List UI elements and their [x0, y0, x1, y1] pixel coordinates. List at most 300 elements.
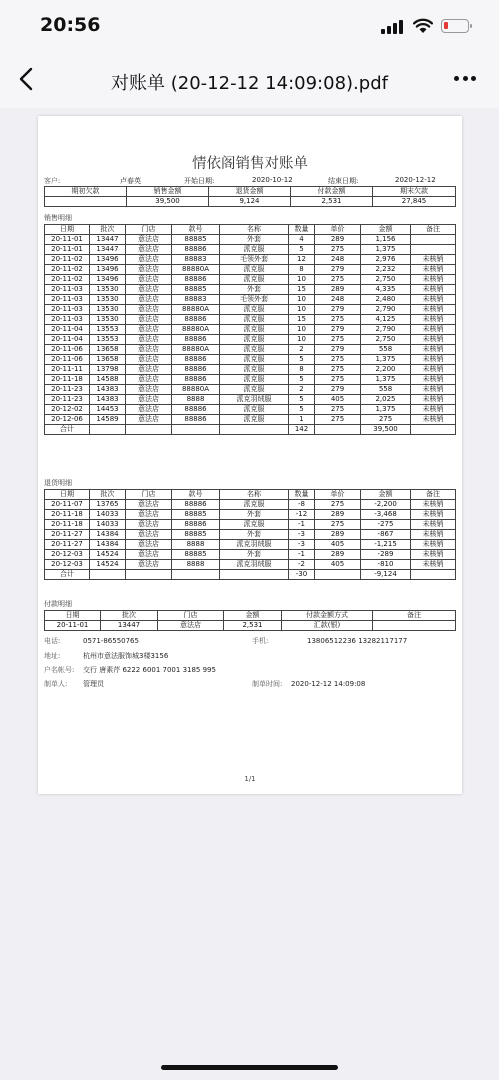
table-cell: -3: [289, 530, 315, 540]
table-cell: 1,156: [361, 235, 411, 245]
account-line: [44, 665, 216, 675]
table-cell: [315, 425, 361, 435]
table-cell: 未核销: [411, 375, 456, 385]
table-cell: 派克服: [220, 500, 289, 510]
table-cell: 意法店: [126, 395, 172, 405]
table-cell: 8888: [172, 560, 220, 570]
table-cell: 13658: [90, 345, 126, 355]
column-header: 名称: [220, 490, 289, 500]
table-cell: 13447: [90, 235, 126, 245]
sales-table: [44, 224, 456, 435]
table-cell: 88886: [172, 245, 220, 255]
table-cell: 未核销: [411, 395, 456, 405]
customer-label: 客户:: [44, 177, 61, 185]
table-cell: 13530: [90, 305, 126, 315]
table-cell: [315, 570, 361, 580]
table-cell: 275: [315, 315, 361, 325]
table-cell: 88886: [172, 375, 220, 385]
column-header: 批次: [90, 490, 126, 500]
table-cell: 20-11-04: [45, 335, 90, 345]
table-cell: 20-12-06: [45, 415, 90, 425]
table-cell: 20-11-01: [45, 621, 101, 631]
table-cell: 13530: [90, 285, 126, 295]
summary-header-row: [45, 187, 456, 197]
column-header: 款号: [172, 490, 220, 500]
table-cell: -12: [289, 510, 315, 520]
table-cell: 未核销: [411, 305, 456, 315]
table-cell: 20-11-02: [45, 255, 90, 265]
table-cell: 13496: [90, 275, 126, 285]
table-cell: 279: [315, 345, 361, 355]
customer-value: 卢春英: [120, 177, 141, 185]
table-cell: 14383: [90, 395, 126, 405]
table-cell: 279: [315, 385, 361, 395]
table-cell: 88886: [172, 365, 220, 375]
column-header: 备注: [411, 225, 456, 235]
returns-section-label: 退货明细: [44, 479, 72, 487]
table-cell: -3,468: [361, 510, 411, 520]
table-cell: 派克服: [220, 365, 289, 375]
table-cell: 289: [315, 285, 361, 295]
nav-title: 对账单 (20-12-12 14:09:08).pdf: [111, 73, 388, 94]
column-header: 日期: [45, 225, 90, 235]
table-cell: 88886: [172, 315, 220, 325]
table-cell: 20-11-03: [45, 285, 90, 295]
table-cell: 20-12-03: [45, 560, 90, 570]
total-label: 合计: [45, 570, 90, 580]
table-cell: 未核销: [411, 365, 456, 375]
maker-value: 管理员: [83, 680, 104, 688]
table-cell: 20-11-23: [45, 395, 90, 405]
table-cell: 20-12-02: [45, 405, 90, 415]
table-cell: 20-11-06: [45, 345, 90, 355]
table-cell: 13798: [90, 365, 126, 375]
table-row: [45, 345, 456, 355]
table-cell: 未核销: [411, 520, 456, 530]
table-cell: 5: [289, 355, 315, 365]
table-cell: 20-11-18: [45, 510, 90, 520]
total-amount: 39,500: [361, 425, 411, 435]
status-bar: [0, 0, 499, 52]
table-cell: 2,790: [361, 305, 411, 315]
table-cell: 未核销: [411, 530, 456, 540]
table-cell: 88885: [172, 550, 220, 560]
table-cell: 2,750: [361, 275, 411, 285]
nav-bar: [0, 52, 499, 108]
table-cell: [220, 570, 289, 580]
table-cell: 意法店: [126, 295, 172, 305]
table-cell: 派克羽绒服: [220, 395, 289, 405]
start-date-label: 开始日期:: [184, 177, 215, 185]
column-header: 数量: [289, 225, 315, 235]
table-cell: 汇款(银): [282, 621, 373, 631]
account-value: 交行 唐素芹 6222 6001 7001 3185 995: [83, 666, 216, 674]
table-cell: 13496: [90, 255, 126, 265]
table-cell: 未核销: [411, 385, 456, 395]
table-cell: 外套: [220, 550, 289, 560]
column-header: 门店: [126, 225, 172, 235]
table-cell: 未核销: [411, 285, 456, 295]
back-icon[interactable]: [16, 65, 38, 93]
table-row: [45, 510, 456, 520]
table-cell: 20-11-01: [45, 235, 90, 245]
table-cell: 20-11-07: [45, 500, 90, 510]
table-cell: 20-11-03: [45, 305, 90, 315]
table-cell: -1,215: [361, 540, 411, 550]
table-cell: 14589: [90, 415, 126, 425]
end-date-label: 结束日期:: [328, 177, 359, 185]
table-cell: [220, 425, 289, 435]
mobile-line: [252, 636, 407, 646]
table-cell: 外套: [220, 285, 289, 295]
table-cell: 意法店: [126, 345, 172, 355]
table-cell: 外套: [220, 510, 289, 520]
table-row: [45, 520, 456, 530]
table-cell: 派克服: [220, 275, 289, 285]
summary-value-cell: 9,124: [209, 197, 291, 207]
table-cell: [411, 570, 456, 580]
table-cell: 毛领外套: [220, 295, 289, 305]
table-cell: 14524: [90, 560, 126, 570]
table-cell: 意法店: [126, 385, 172, 395]
table-row: [45, 500, 456, 510]
table-cell: 1,375: [361, 405, 411, 415]
table-cell: 13765: [90, 500, 126, 510]
table-cell: 13553: [90, 325, 126, 335]
table-cell: 意法店: [126, 550, 172, 560]
table-row: [45, 560, 456, 570]
table-cell: -1: [289, 520, 315, 530]
table-cell: 意法店: [126, 285, 172, 295]
table-cell: 意法店: [126, 245, 172, 255]
table-cell: 289: [315, 530, 361, 540]
column-header: 金额: [361, 490, 411, 500]
table-cell: 4,335: [361, 285, 411, 295]
table-cell: 88880A: [172, 305, 220, 315]
table-cell: 10: [289, 335, 315, 345]
table-cell: 275: [315, 275, 361, 285]
table-cell: [172, 425, 220, 435]
created-time-value: 2020-12-12 14:09:08: [291, 680, 366, 688]
maker-label: 制单人:: [44, 680, 68, 688]
table-cell: 意法店: [126, 375, 172, 385]
sales-section-label: 销售明细: [44, 214, 72, 222]
table-cell: 88886: [172, 500, 220, 510]
phone-value: 0571-86550765: [83, 637, 139, 645]
table-row: [45, 415, 456, 425]
table-cell: 13530: [90, 295, 126, 305]
battery-icon: [441, 19, 469, 33]
table-cell: 279: [315, 265, 361, 275]
summary-header-cell: 付款金额: [291, 187, 373, 197]
table-cell: 88880A: [172, 265, 220, 275]
table-cell: 248: [315, 295, 361, 305]
phone-line: [44, 636, 139, 646]
cellular-signal-icon: [381, 20, 403, 34]
table-cell: 14524: [90, 550, 126, 560]
address-value: 杭州市意法服饰城3楼3156: [83, 652, 169, 660]
table-cell: 15: [289, 315, 315, 325]
table-cell: 13553: [90, 335, 126, 345]
table-cell: -2: [289, 560, 315, 570]
table-cell: 1: [289, 415, 315, 425]
table-cell: 10: [289, 295, 315, 305]
table-cell: 8888: [172, 540, 220, 550]
total-row: [45, 425, 456, 435]
table-cell: 2: [289, 385, 315, 395]
table-row: [45, 335, 456, 345]
column-header: 金额: [224, 611, 282, 621]
table-row: [45, 621, 456, 631]
table-cell: 14384: [90, 540, 126, 550]
table-cell: -8: [289, 500, 315, 510]
table-cell: 88880A: [172, 345, 220, 355]
table-cell: 派克服: [220, 375, 289, 385]
table-cell: 2,200: [361, 365, 411, 375]
table-row: [45, 530, 456, 540]
column-header: 日期: [45, 611, 101, 621]
table-cell: 88883: [172, 295, 220, 305]
table-cell: 20-11-23: [45, 385, 90, 395]
header-row: [45, 225, 456, 235]
table-cell: 意法店: [126, 235, 172, 245]
table-cell: 13530: [90, 315, 126, 325]
table-cell: 13496: [90, 265, 126, 275]
customer-field: [44, 176, 60, 186]
table-cell: 未核销: [411, 315, 456, 325]
table-cell: 88885: [172, 285, 220, 295]
column-header: 批次: [101, 611, 158, 621]
summary-header-cell: 期初欠款: [45, 187, 127, 197]
table-cell: 275: [315, 335, 361, 345]
table-cell: 13447: [101, 621, 158, 631]
column-header: 单价: [315, 225, 361, 235]
table-cell: 未核销: [411, 295, 456, 305]
table-cell: 8: [289, 365, 315, 375]
table-cell: 毛领外套: [220, 255, 289, 265]
table-cell: 14453: [90, 405, 126, 415]
table-cell: [126, 425, 172, 435]
table-cell: 派克服: [220, 315, 289, 325]
table-cell: 意法店: [126, 510, 172, 520]
table-cell: -289: [361, 550, 411, 560]
table-row: [45, 255, 456, 265]
column-header: 批次: [90, 225, 126, 235]
table-cell: 派克羽绒服: [220, 540, 289, 550]
summary-value-cell: 2,531: [291, 197, 373, 207]
total-label: 合计: [45, 425, 90, 435]
table-cell: 意法店: [126, 335, 172, 345]
phone-label: 电话:: [44, 637, 61, 645]
table-cell: 8: [289, 265, 315, 275]
table-cell: 意法店: [126, 325, 172, 335]
payments-section-label: 付款明细: [44, 600, 72, 608]
table-cell: 20-11-02: [45, 265, 90, 275]
table-cell: -810: [361, 560, 411, 570]
table-cell: 405: [315, 395, 361, 405]
start-date-value: 2020-10-12: [252, 176, 293, 184]
table-cell: 20-11-11: [45, 365, 90, 375]
table-cell: 279: [315, 305, 361, 315]
table-cell: 未核销: [411, 550, 456, 560]
page-number: 1/1: [244, 775, 256, 783]
table-cell: 5: [289, 405, 315, 415]
table-cell: 意法店: [126, 365, 172, 375]
more-options-icon[interactable]: [454, 76, 476, 82]
column-header: 付款金额方式: [282, 611, 373, 621]
table-cell: 275: [315, 520, 361, 530]
table-cell: 未核销: [411, 355, 456, 365]
table-cell: 88886: [172, 415, 220, 425]
returns-table: [44, 489, 456, 580]
mobile-label: 手机:: [252, 637, 269, 645]
table-cell: [411, 245, 456, 255]
table-cell: 派克羽绒服: [220, 560, 289, 570]
wifi-icon: [413, 18, 433, 34]
table-cell: 派克服: [220, 520, 289, 530]
table-cell: 派克服: [220, 305, 289, 315]
table-cell: [373, 621, 456, 631]
table-cell: 88886: [172, 335, 220, 345]
table-row: [45, 550, 456, 560]
table-cell: 意法店: [126, 560, 172, 570]
table-cell: 5: [289, 395, 315, 405]
table-cell: 2,531: [224, 621, 282, 631]
home-indicator[interactable]: [161, 1065, 338, 1070]
table-cell: 88886: [172, 405, 220, 415]
address-line: [44, 651, 168, 661]
table-cell: 14033: [90, 510, 126, 520]
table-cell: 派克服: [220, 345, 289, 355]
table-cell: 14033: [90, 520, 126, 530]
table-cell: [90, 425, 126, 435]
table-cell: 14588: [90, 375, 126, 385]
table-cell: 意法店: [126, 405, 172, 415]
table-cell: [411, 425, 456, 435]
summary-value-cell: [45, 197, 127, 207]
table-cell: 12: [289, 255, 315, 265]
table-cell: 意法店: [126, 265, 172, 275]
summary-value-cell: 27,845: [373, 197, 456, 207]
table-cell: 20-11-27: [45, 530, 90, 540]
column-header: 款号: [172, 225, 220, 235]
table-cell: 20-11-27: [45, 540, 90, 550]
table-cell: 289: [315, 510, 361, 520]
table-cell: 意法店: [126, 540, 172, 550]
table-cell: 未核销: [411, 335, 456, 345]
table-cell: 未核销: [411, 275, 456, 285]
table-cell: 未核销: [411, 325, 456, 335]
table-cell: 2,232: [361, 265, 411, 275]
table-cell: 派克服: [220, 265, 289, 275]
table-cell: 88880A: [172, 325, 220, 335]
summary-value-row: [45, 197, 456, 207]
total-quantity: 142: [289, 425, 315, 435]
table-row: [45, 295, 456, 305]
document-title: 情依阁销售对账单: [192, 156, 308, 172]
summary-header-cell: 期末欠款: [373, 187, 456, 197]
table-row: [45, 325, 456, 335]
pdf-page: [38, 116, 462, 794]
status-time: 20:56: [40, 14, 101, 36]
table-cell: 外套: [220, 530, 289, 540]
table-cell: 未核销: [411, 265, 456, 275]
table-cell: 10: [289, 305, 315, 315]
total-row: [45, 570, 456, 580]
table-cell: 派克服: [220, 335, 289, 345]
table-cell: 意法店: [126, 275, 172, 285]
table-cell: [411, 235, 456, 245]
table-cell: 2: [289, 345, 315, 355]
column-header: 名称: [220, 225, 289, 235]
account-label: 户名帐号:: [44, 666, 75, 674]
table-cell: 248: [315, 255, 361, 265]
table-cell: -275: [361, 520, 411, 530]
table-cell: 20-11-01: [45, 245, 90, 255]
table-row: [45, 305, 456, 315]
table-cell: 14383: [90, 385, 126, 395]
table-cell: 88886: [172, 275, 220, 285]
table-row: [45, 355, 456, 365]
table-row: [45, 385, 456, 395]
column-header: 备注: [411, 490, 456, 500]
summary-header-cell: 退货金额: [209, 187, 291, 197]
table-cell: 派克服: [220, 405, 289, 415]
table-cell: 15: [289, 285, 315, 295]
table-cell: 派克服: [220, 385, 289, 395]
table-row: [45, 395, 456, 405]
table-cell: 20-12-03: [45, 550, 90, 560]
table-cell: 外套: [220, 235, 289, 245]
table-cell: 20-11-04: [45, 325, 90, 335]
table-cell: 88885: [172, 235, 220, 245]
table-cell: 意法店: [126, 415, 172, 425]
created-time-line: [252, 679, 365, 689]
table-cell: 88885: [172, 510, 220, 520]
column-header: 数量: [289, 490, 315, 500]
table-cell: 279: [315, 325, 361, 335]
table-cell: 未核销: [411, 510, 456, 520]
summary-header-cell: 销售金额: [127, 187, 209, 197]
table-cell: -3: [289, 540, 315, 550]
mobile-value: 13806512236 13282117177: [307, 637, 408, 645]
table-cell: 派克服: [220, 415, 289, 425]
table-cell: 10: [289, 325, 315, 335]
table-cell: 405: [315, 560, 361, 570]
table-cell: 派克服: [220, 325, 289, 335]
table-cell: 未核销: [411, 405, 456, 415]
column-header: 备注: [373, 611, 456, 621]
table-cell: 意法店: [158, 621, 224, 631]
table-cell: 275: [315, 365, 361, 375]
table-cell: [90, 570, 126, 580]
table-cell: 意法店: [126, 305, 172, 315]
table-cell: 20-11-06: [45, 355, 90, 365]
table-cell: 5: [289, 375, 315, 385]
table-row: [45, 285, 456, 295]
table-cell: 88883: [172, 255, 220, 265]
table-cell: 10: [289, 275, 315, 285]
table-cell: 14384: [90, 530, 126, 540]
table-cell: 意法店: [126, 315, 172, 325]
table-row: [45, 405, 456, 415]
table-row: [45, 375, 456, 385]
table-cell: [172, 570, 220, 580]
table-cell: 未核销: [411, 500, 456, 510]
table-row: [45, 265, 456, 275]
column-header: 金额: [361, 225, 411, 235]
table-cell: 1,375: [361, 245, 411, 255]
